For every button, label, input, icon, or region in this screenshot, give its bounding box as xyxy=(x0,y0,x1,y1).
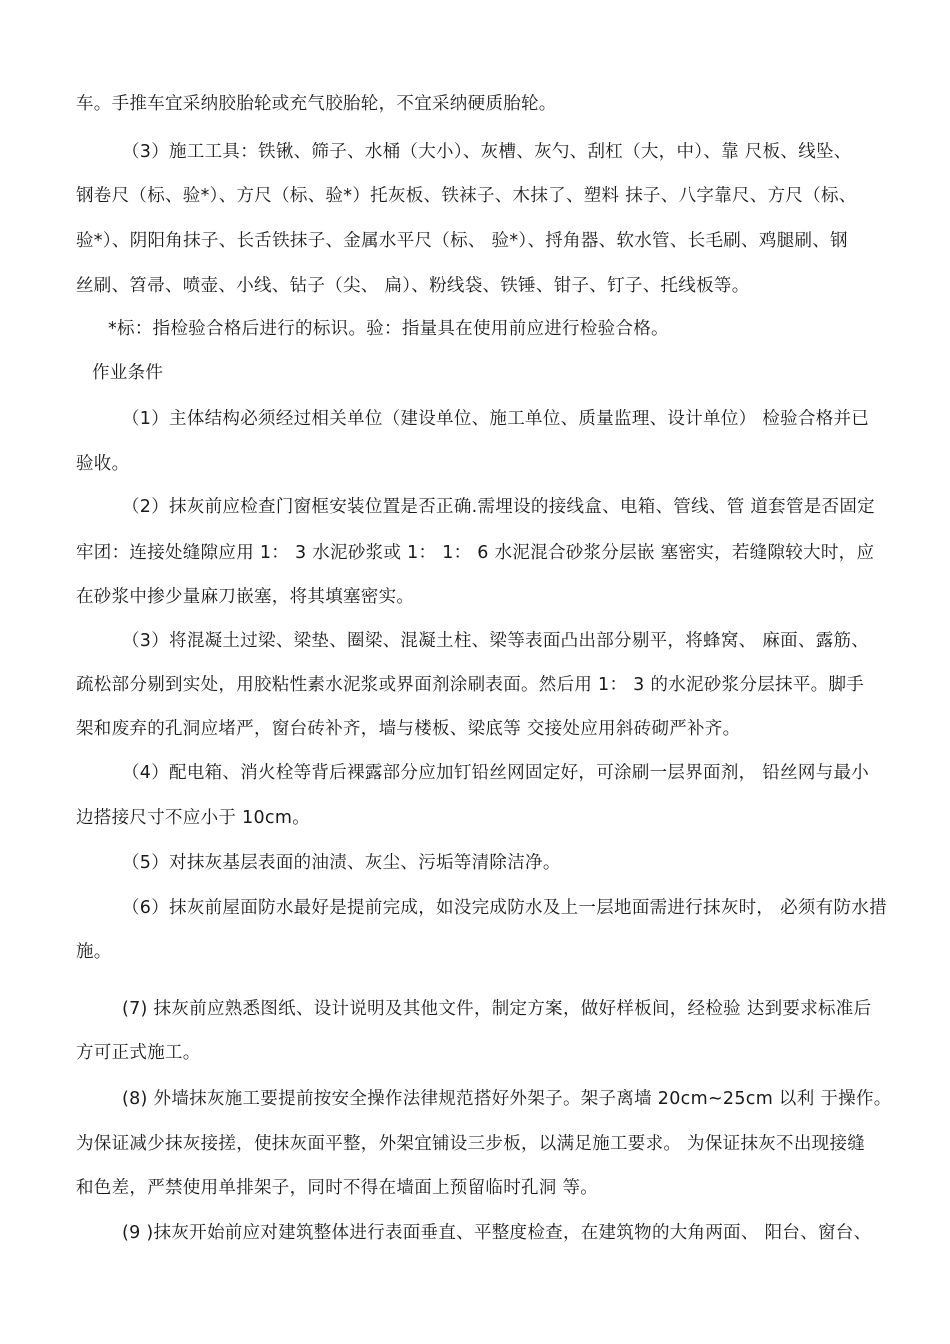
text-line: (8) 外墙抹灰施工要提前按安全操作法律规范搭好外架子。架子离墙 20cm~25cm 以利 于操作。 xyxy=(122,1089,892,1109)
text-line: （4）配电箱、消火栓等背后裸露部分应加钉铅丝网固定好，可涂刷一层界面剂， 铅丝网与最小 xyxy=(122,763,870,783)
text-line: （5）对抹灰基层表面的油渍、灰尘、污垢等清除洁净。 xyxy=(122,853,561,873)
text-line: 丝刷、笤帚、喷壶、小线、钻子（尖、 扁）、粉线袋、铁锤、钳子、钉子、托线板等。 xyxy=(76,276,750,296)
section-heading: 作业条件 xyxy=(92,363,164,383)
text-line: 钢卷尺（标、验*）、方尺（标、验*）托灰板、铁袜子、木抹了、塑料 抹子、八字靠尺、方尺（标、 xyxy=(76,186,857,206)
text-line: （2）抹灰前应检查门窗框安装位置是否正确.需埋设的接线盒、电箱、管线、管 道套管是否固定 xyxy=(122,497,875,517)
text-line: （3）将混凝土过梁、梁垫、圈梁、混凝土柱、梁等表面凸出部分剔平，将蜂窝、 麻面、露筋、 xyxy=(122,631,870,651)
text-line: 边搭接尺寸不应小于 10cm。 xyxy=(76,808,310,828)
text-line: 牢团：连接处缝隙应用 1： 3 水泥砂浆或 1： 1： 6 水泥混合砂浆分层嵌 塞密实，若缝隙较大时，应 xyxy=(76,543,875,563)
text-line: 架和废弃的孔洞应堵严，窗台砖补齐，墙与楼板、梁底等 交接处应用斜砖砌严补齐。 xyxy=(76,719,741,739)
text-line: 施。 xyxy=(76,942,112,962)
text-line: （1）主体结构必须经过相关单位（建设单位、施工单位、质量监理、设计单位） 检验合格并已 xyxy=(122,409,870,429)
text-line: 和色差，严禁使用单排架子，同时不得在墙面上预留临时孔洞 等。 xyxy=(76,1178,599,1198)
text-line: 疏松部分剔到实处，用胶粘性素水泥浆或界面剂涂刷表面。然后用 1： 3 的水泥砂浆分层抹平。脚手 xyxy=(76,675,865,695)
text-line: 验*）、阴阳角抹子、长舌铁抹子、金属水平尺（标、 验*）、捋角器、软水管、长毛刷、鸡腿刷、钢 xyxy=(76,231,848,251)
text-line: 验收。 xyxy=(76,454,130,474)
text-line: 车。手推车宜采纳胶胎轮或充气胶胎轮，不宜采纳硬质胎轮。 xyxy=(76,94,557,114)
text-line: (7) 抹灰前应熟悉图纸、设计说明及其他文件，制定方案，做好样板间，经检验 达到要求标准后 xyxy=(122,999,872,1019)
text-line: 方可正式施工。 xyxy=(76,1043,201,1063)
text-line: 为保证减少抹灰接搓，使抹灰面平整，外架宜铺设三步板，以满足施工要求。 为保证抹灰不出现接缝 xyxy=(76,1134,866,1154)
text-line: （6）抹灰前屋面防水最好是提前完成，如没完成防水及上一层地面需进行抹灰时， 必须有防水措 xyxy=(122,898,887,918)
text-line: *标：指检验合格后进行的标识。验：指量具在使用前应进行检验合格。 xyxy=(108,319,669,339)
text-line: （3）施工工具：铁锹、筛子、水桶（大小）、灰槽、灰勺、刮杠（大，中）、靠 尺板、线坠、 xyxy=(122,142,852,162)
text-line: (9 )抹灰开始前应对建筑整体进行表面垂直、平整度检查，在建筑物的大角两面、 阳台、窗台、 xyxy=(122,1223,872,1243)
text-line: 在砂浆中掺少量麻刀嵌塞，将其填塞密实。 xyxy=(76,587,415,607)
